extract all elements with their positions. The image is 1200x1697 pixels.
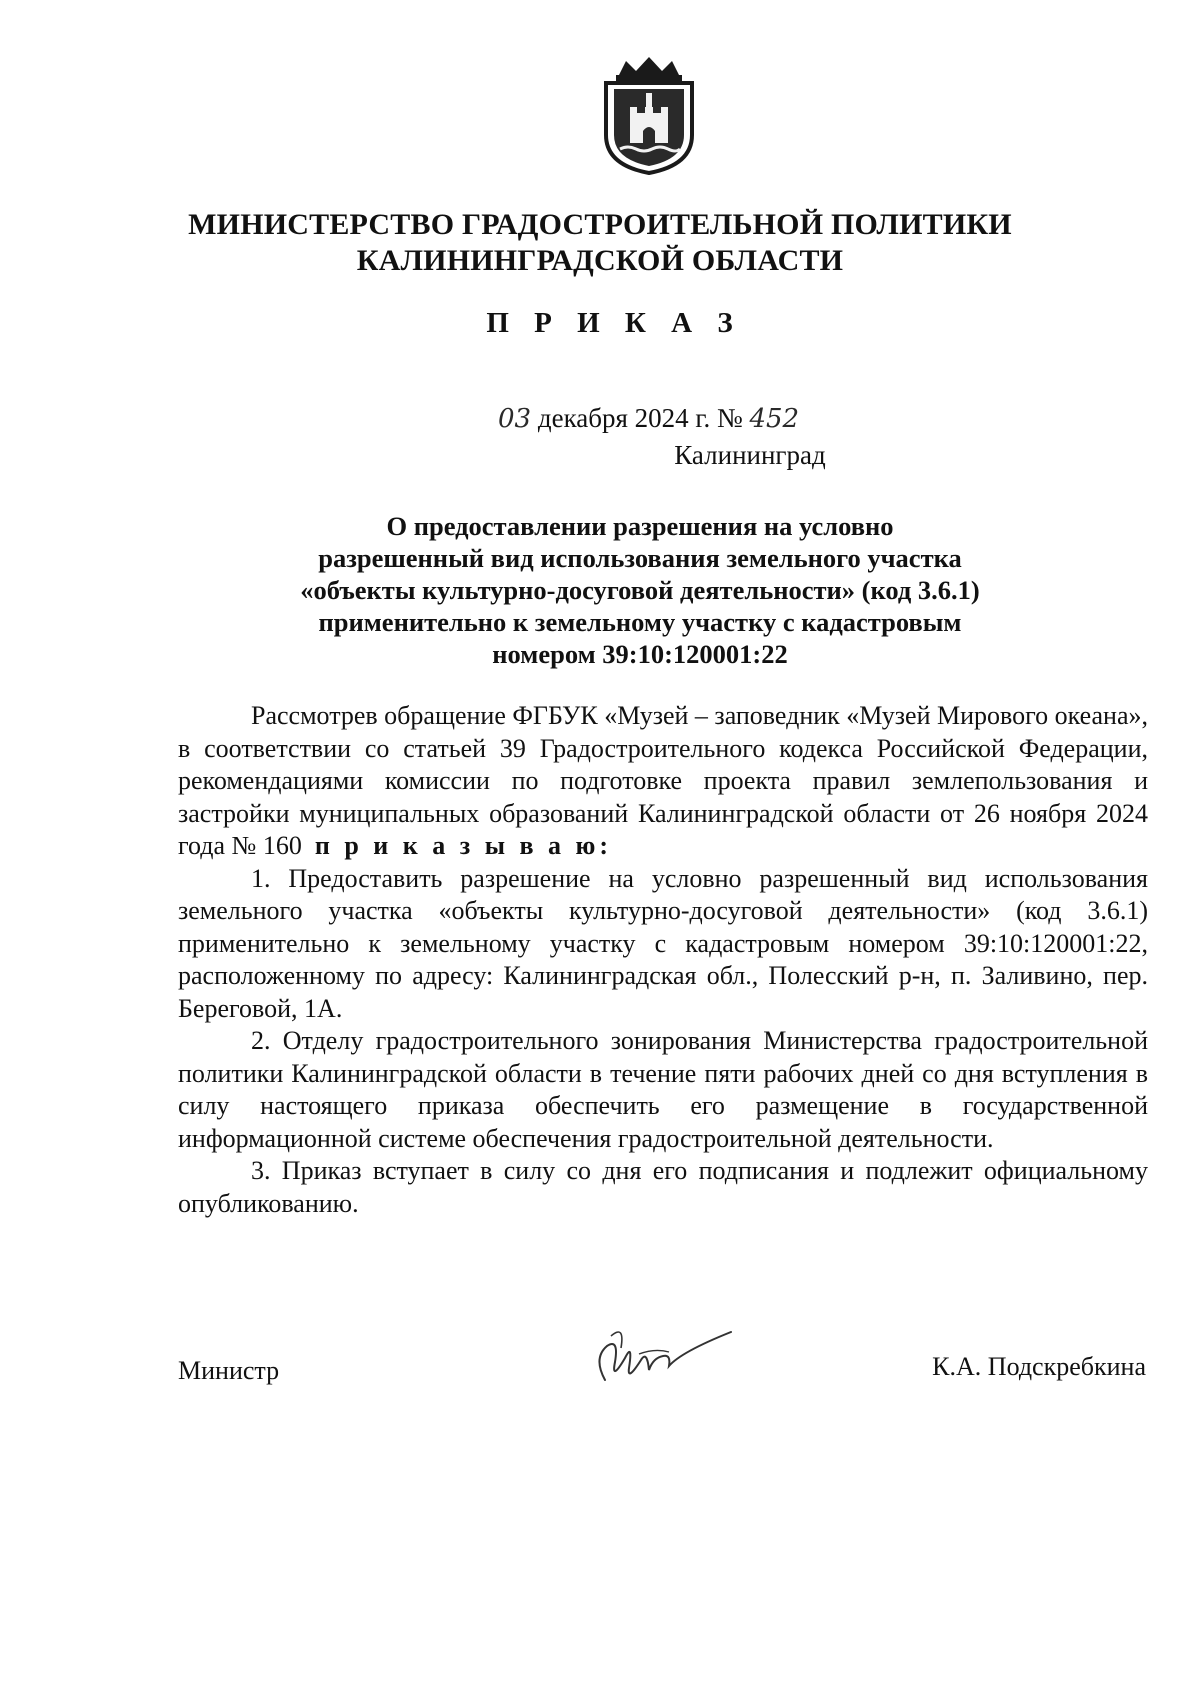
- subject-line1: О предоставлении разрешения на условно: [386, 511, 894, 541]
- preamble-paragraph: [178, 700, 1148, 863]
- signatory-role: Министр: [178, 1356, 280, 1385]
- order-subject: [0, 510, 1200, 670]
- order-title: П Р И К А З: [486, 307, 742, 339]
- command-word: п р и к а з ы в а ю:: [314, 831, 613, 860]
- order-city: Калининград: [674, 440, 826, 470]
- subject-line3: «объекты культурно-досуговой деятельности» (код 3.6.1): [300, 575, 980, 605]
- order-number: 452: [749, 404, 800, 434]
- ministry-name-line1: МИНИСТЕРСТВО ГРАДОСТРОИТЕЛЬНОЙ ПОЛИТИКИ: [188, 208, 1012, 241]
- preamble-text: Рассмотрев обращение ФГБУК «Музей – заповедник «Музей Мирового океана», в соответствии со статьей 39 Градостроительного кодекса Российской Федерации, рекомендациями комиссии по подготовке проекта правил землепользования и застройки муниципальных образований Калининградской области от 26 ноября 2024 года № 160: [178, 701, 1148, 860]
- coat-of-arms-icon: [596, 55, 702, 175]
- subject-line5: номером 39:10:120001:22: [492, 639, 788, 669]
- signatory-name: К.А. Подскребкина: [932, 1352, 1146, 1381]
- order-item-3: 3. Приказ вступает в силу со дня его подписания и подлежит официальному опубликованию.: [178, 1156, 1148, 1218]
- subject-line2: разрешенный вид использования земельного участка: [318, 543, 962, 573]
- order-item-1: 1. Предоставить разрешение на условно разрешенный вид использования земельного участка «объекты культурно-досуговой деятельности» (код 3.6.1) применительно к земельному участку с кадастровым номером 39:10:120001:22, расположенному по адресу: Калининградская обл., Полесский р-н, п. Заливино, пер. Береговой, 1А.: [178, 863, 1148, 1023]
- ministry-name-line2: КАЛИНИНГРАДСКОЙ ОБЛАСТИ: [356, 244, 844, 277]
- subject-line4: применительно к земельному участку с кадастровым: [318, 607, 962, 637]
- signature-icon: [585, 1318, 735, 1393]
- order-body: [178, 700, 1148, 1220]
- ministry-name: [0, 207, 1200, 279]
- order-day: 03: [498, 404, 532, 434]
- order-date-line: [498, 403, 799, 434]
- order-date-text: декабря 2024 г. №: [537, 403, 743, 433]
- order-item-2: 2. Отделу градостроительного зонирования Министерства градостроительной политики Калининградской области в течение пяти рабочих дней со дня вступления в силу настоящего приказа обеспечить его размещение в государственной информационной системе обеспечения градостроительной деятельности.: [178, 1026, 1148, 1153]
